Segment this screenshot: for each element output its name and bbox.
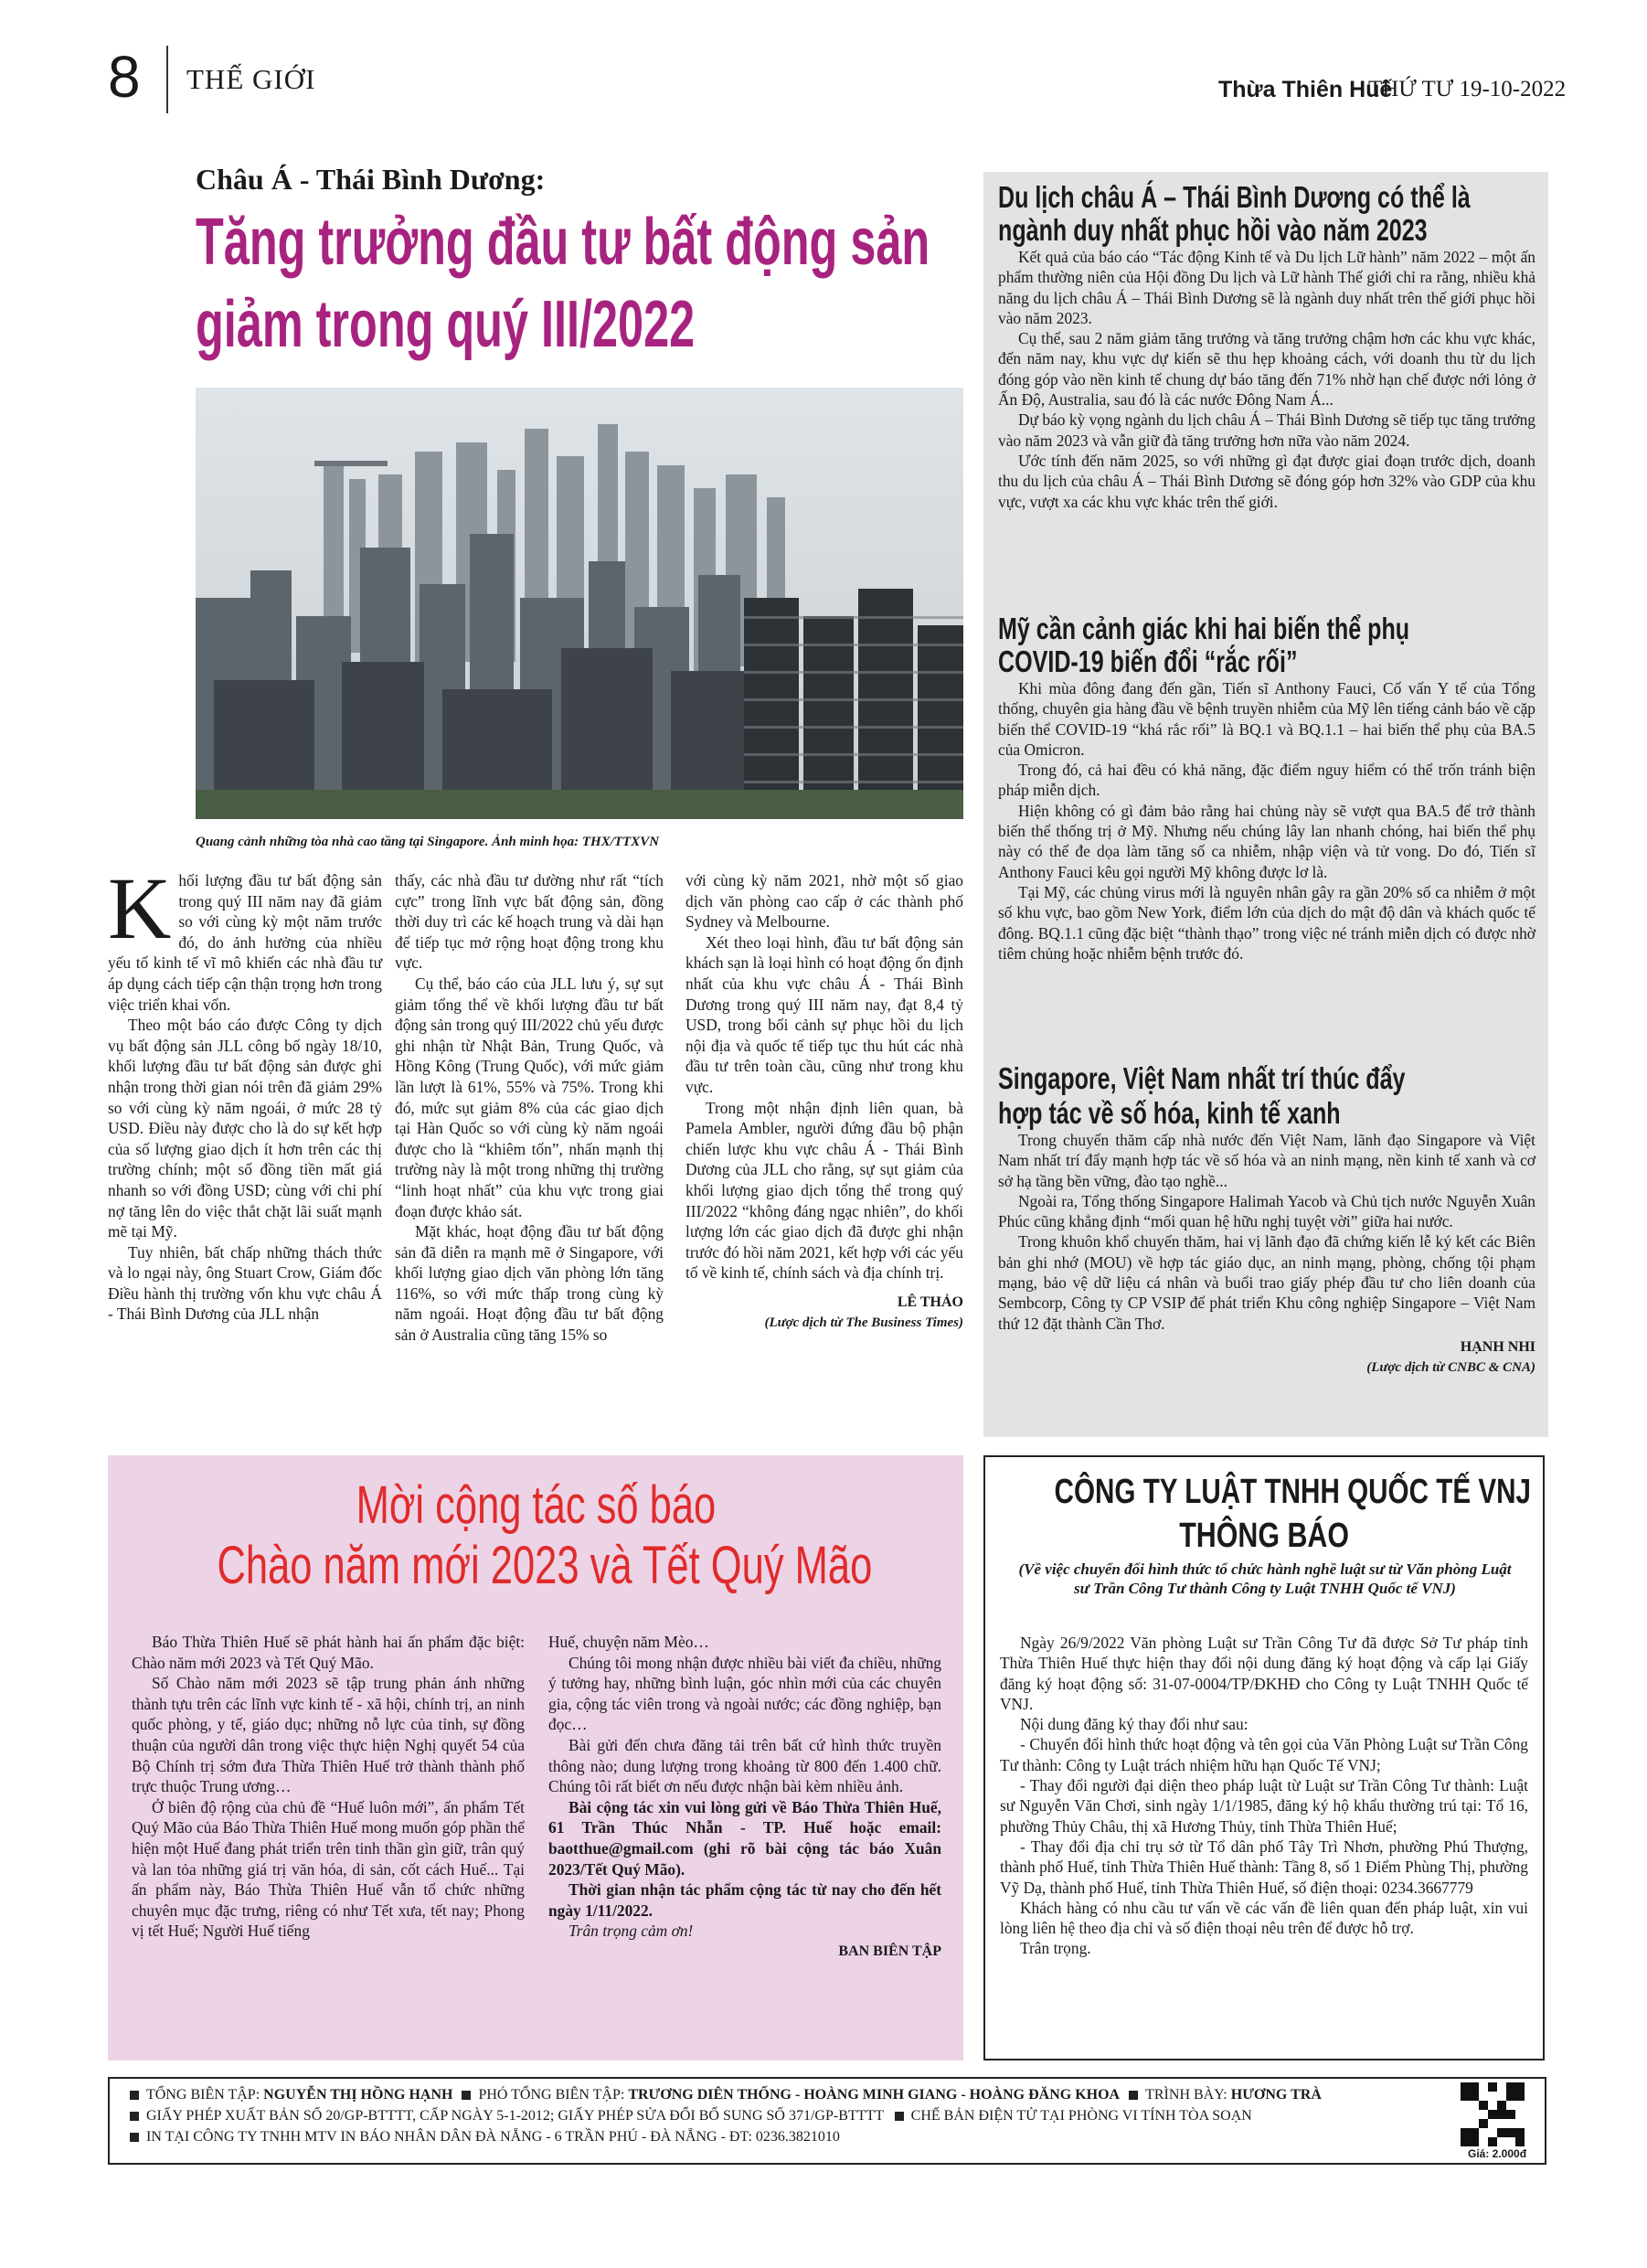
- footer-line-license: [130, 2105, 1428, 2126]
- article-paragraph: Trong một nhận định liên quan, bà Pamela Ambler, người đứng đầu bộ phận chiến lược khu vực châu Á - Thái Bình Dương của JLL cho rằng, sự sụt giảm của khối lượng giao dịch tổng thể trong quý III/2022 “không đáng ngạc nhiên”, do khối lượng lớn các giao dịch đã được ghi nhận trước đó hồi năm 2021, kết hợp với các yếu tố về kinh tế, chính sách và địa chính trị.: [685, 1098, 963, 1283]
- bullet-icon: [462, 2091, 471, 2100]
- sidebar-paragraph: Hiện không có gì đảm bảo rằng hai chủng này sẽ vượt qua BA.5 để trở thành biến thể thống trị ở Mỹ. Nhưng nếu chúng lây lan nhanh chóng, hai biến thể phụ này có thể đe dọa làm tăng số ca nhiễm, nhập viện và tử vong. Do đó, Tiến sĩ Anthony Fauci kêu gọi người Mỹ không được lơ là.: [998, 801, 1535, 881]
- notice-company-name: CÔNG TY LUẬT TNHH QUỐC TẾ VNJ: [1054, 1473, 1532, 1511]
- footer-text: [130, 2084, 1428, 2147]
- sidebar-paragraph: Trong khuôn khổ chuyến thăm, hai vị lãnh đạo đã chứng kiến lễ ký kết các Biên bản ghi nhớ (MOU) về hợp tác giáo dục, an ninh mạng, phòng, chống tội phạm mạng, bảo vệ dữ liệu cá nhân và buổi trao giấy phép đầu tư cho liên doanh của Sembcorp, Công ty CP VSIP để phát triển Khu công nghiệp Singapore – Việt Nam thứ 12 đặt thành Cần Thơ.: [998, 1232, 1535, 1333]
- sidebar-source: (Lược dịch từ CNBC & CNA): [1366, 1360, 1535, 1376]
- call-column-2: [548, 1632, 941, 1963]
- article-source: (Lược dịch từ The Business Times): [764, 1315, 963, 1331]
- notice-paragraph: Khách hàng có nhu cầu tư vấn về các vấn đề liên quan đến pháp luật, xin vui lòng liên hệ theo địa chỉ và số điện thoại nêu trên để được hỗ trợ.: [1000, 1898, 1528, 1938]
- sidebar-paragraph: Trong chuyến thăm cấp nhà nước đến Việt Nam, lãnh đạo Singapore và Việt Nam nhất trí đẩy mạnh hợp tác về số hóa và an ninh mạng, nền kinh tế xanh và cơ sở hạ tầng bền vững, đào tạo nghề...: [998, 1131, 1535, 1190]
- call-signature: BAN BIÊN TẬP: [838, 1943, 941, 1959]
- footer-line-printer: [130, 2126, 1428, 2147]
- article-column-1: [108, 859, 382, 1325]
- bullet-icon: [130, 2112, 139, 2121]
- call-paragraph: Số Chào năm mới 2023 sẽ tập trung phản ánh những thành tựu trên các lĩnh vực kinh tế - xã hội, chính trị, an ninh quốc phòng, y tế, giáo dục; những nỗ lực của tỉnh, sự đồng thuận của người dân trong việc thực hiện Nghị quyết 54 của Bộ Chính trị sớm đưa Thừa Thiên Huế trở thành thành phố trực thuộc Trung ương…: [132, 1674, 525, 1796]
- footer-value: NGUYỄN THỊ HỒNG HẠNH: [263, 2087, 453, 2103]
- sidebar-story-covid: [998, 612, 1535, 964]
- article-title-line1: Tăng trưởng đầu tư bất động sản: [196, 206, 930, 279]
- section-name: THẾ GIỚI: [186, 63, 316, 95]
- drop-cap: K: [108, 859, 172, 957]
- bullet-icon: [130, 2133, 139, 2142]
- footer-typesetting: CHẾ BẢN ĐIỆN TỬ TẠI PHÒNG VI TÍNH TÒA SOẠN: [910, 2108, 1252, 2124]
- call-submission-note: Bài cộng tác xin vui lòng gửi về Báo Thừa Thiên Huế, 61 Trần Thúc Nhẫn - TP. Huế hoặc email: baotthue@gmail.com (ghi rõ bài cộng tác báo Xuân 2023/Tết Quý Mão).: [548, 1797, 941, 1879]
- notice-paragraph: Trân trọng.: [1020, 1939, 1091, 1958]
- call-paragraph: Huế, chuyện năm Mèo…: [548, 1633, 709, 1651]
- notice-paragraph: - Thay đổi địa chỉ trụ sở từ Tổ dân phố Tây Trì Nhơn, phường Phú Thượng, thành phố Huế, tỉnh Thừa Thiên Huế thành: Tầng 8, số 1 Điểm Phùng Thị, phường Vỹ Dạ, thành phố Huế, tỉnh Thừa Thiên Huế, số điện thoại: 0234.3667779: [1000, 1837, 1528, 1897]
- paper-name: Thừa Thiên Huế: [1218, 77, 1393, 102]
- sidebar-paragraph: Ước tính đến năm 2025, so với những gì đạt được giai đoạn trước dịch, doanh thu du lịch của châu Á – Thái Bình Dương sẽ đóng góp hơn 32% vào GDP của khu vực, vượt xa các khu vực khác trên thế giới.: [998, 451, 1535, 511]
- sidebar-story-singapore: [998, 1062, 1535, 1379]
- notice-subtitle: (Về việc chuyển đổi hình thức tổ chức hành nghề luật sư từ Văn phòng Luật sư Trần Công Tư thành Công ty Luật TNHH Quốc tế VNJ): [1018, 1560, 1512, 1597]
- article-column-2: [395, 870, 664, 1346]
- article-paragraph: Cụ thể, báo cáo của JLL lưu ý, sự sụt giảm tổng thể về khối lượng đầu tư bất động sản trong quý III/2022 chủ yếu được ghi nhận từ Nhật Bản, Trung Quốc, và Hồng Kông (Trung Quốc), với mức giảm lần lượt là 61%, 55% và 75%. Trong khi đó, mức sụt giảm 8% của các giao dịch tại Hàn Quốc so với cùng kỳ năm ngoái được cho là “khiêm tốn”, nhấn mạnh thị trường này là một trong những thị trường “linh hoạt nhất” của khu vực trong giai đoạn được khảo sát.: [395, 974, 664, 1220]
- call-column-1: [132, 1632, 525, 1942]
- footer-license: GIẤY PHÉP XUẤT BẢN SỐ 20/GP-BTTTT, CẤP NGÀY 5-1-2012; GIẤY PHÉP SỬA ĐỔI BỔ SUNG SỐ 371/GP-BTTTT: [146, 2108, 884, 2124]
- bullet-icon: [895, 2112, 904, 2121]
- sidebar-story-title: Mỹ cần cảnh giác khi hai biến thể phụ: [998, 612, 1410, 645]
- call-title-line1: Mời cộng tác số báo: [356, 1475, 716, 1535]
- article-title: [196, 203, 972, 367]
- sidebar-story-title: ngành duy nhất phục hồi vào năm 2023: [998, 213, 1428, 247]
- bullet-icon: [130, 2091, 139, 2100]
- sidebar-story-title: COVID-19 biến đổi “rắc rối”: [998, 644, 1298, 678]
- footer-label: TRÌNH BÀY:: [1145, 2087, 1227, 2103]
- header-divider: [166, 46, 168, 113]
- sidebar-paragraph: Dự báo kỳ vọng ngành du lịch châu Á – Thái Bình Dương sẽ tiếp tục tăng trưởng vào năm 2023 và vẫn giữ đà tăng trưởng hơn nữa vào năm 2024.: [998, 410, 1535, 450]
- article-paragraph: với cùng kỳ năm 2021, nhờ một số giao dịch văn phòng cao cấp ở các thành phố Sydney và Melbourne.: [685, 871, 963, 932]
- article-author: LÊ THẢO: [897, 1294, 963, 1310]
- article-paragraph: Xét theo loại hình, đầu tư bất động sản khách sạn là loại hình có hoạt động ổn định nhất của khu vực châu Á - Thái Bình Dương trong quý III năm nay, đạt 8,4 tỷ USD, trong bối cảnh sự phục hồi du lịch nội địa và quốc tế tiếp tục thu hút các nhà đầu tư trên toàn cầu, cũng như trong khu vực.: [685, 932, 963, 1096]
- sidebar-paragraph: Trong đó, cả hai đều có khả năng, đặc điểm nguy hiểm có thể trốn tránh biện pháp miễn dịch.: [998, 761, 1535, 800]
- call-paragraph: Chúng tôi mong nhận được nhiều bài viết đa chiều, những ý tưởng hay, những bình luận, góc nhìn mới của các chuyên gia, cộng tác viên trong và ngoài nước; các đồng nghiệp, bạn đọc…: [548, 1653, 941, 1734]
- footer-label: PHÓ TỔNG BIÊN TẬP:: [478, 2087, 625, 2103]
- call-title: [108, 1476, 963, 1597]
- sidebar-story-title: Singapore, Việt Nam nhất trí thúc đẩy: [998, 1061, 1406, 1095]
- call-thanks: Trân trọng cảm ơn!: [568, 1922, 694, 1941]
- notice-heading: THÔNG BÁO: [1179, 1517, 1349, 1555]
- sidebar-story-title: Du lịch châu Á – Thái Bình Dương có thể là: [998, 180, 1471, 214]
- sidebar-author: HẠNH NHI: [1460, 1338, 1535, 1355]
- bullet-icon: [1129, 2091, 1138, 2100]
- sidebar-story-title: hợp tác về số hóa, kinh tế xanh: [998, 1096, 1341, 1130]
- sidebar-paragraph: Kết quả của báo cáo “Tác động Kinh tế và Du lịch Lữ hành” năm 2022 – một ấn phẩm thường niên của Hội đồng Du lịch và Lữ hành Thế giới chỉ ra rằng, nhiều khả năng du lịch châu Á – Thái Bình Dương sẽ là ngành duy nhất trên thế giới phục hồi vào năm 2023.: [998, 248, 1535, 327]
- notice-company: [987, 1472, 1541, 1512]
- article-column-3: [685, 870, 963, 1334]
- article-paragraph: Mặt khác, hoạt động đầu tư bất động sản đã diễn ra mạnh mẽ ở Singapore, với khối lượng giao dịch văn phòng lớn tăng 116%, so với mức thấp trong cùng kỳ năm ngoái. Hoạt động đầu tư bất động sản ở Australia cũng tăng 15% so: [395, 1222, 664, 1345]
- footer-value: HƯƠNG TRÀ: [1230, 2087, 1322, 2103]
- call-paragraph: Báo Thừa Thiên Huế sẽ phát hành hai ấn phẩm đặc biệt: Chào năm mới 2023 và Tết Quý Mão.: [132, 1633, 525, 1672]
- article-title-line2: giảm trong quý III/2022: [196, 288, 696, 361]
- notice-body: [1000, 1633, 1528, 1959]
- sidebar-paragraph: Tại Mỹ, các chủng virus mới là nguyên nhân gây ra gần 20% số ca nhiễm ở một số khu vực, bao gồm New York, điểm lớn của dịch do mật độ dân và khách quốc tế đông. BQ.1.1 cũng đặc biệt “thành thạo” trong việc né tránh miễn dịch có được nhờ tiêm chủng hoặc nhiễm bệnh trước đó.: [998, 882, 1535, 963]
- page-number: 8: [108, 44, 141, 110]
- article-paragraph: Theo một báo cáo được Công ty dịch vụ bất động sản JLL công bố ngày 18/10, khối lượng đầu tư bất động sản được ghi nhận trong thời gian nói trên đã giảm 29% so với cùng kỳ năm ngoái, ở mức 28 tỷ USD. Điều này được cho là do sự kết hợp của số lượng giao dịch ít hơn trên các thị trường chính; một số đồng tiền mất giá nhanh so với đồng USD; cùng với chi phí nợ tăng lên do việc thắt chặt lãi suất mạnh mẽ tại Mỹ.: [108, 1016, 382, 1241]
- notice-paragraph: Nội dung đăng ký thay đổi như sau:: [1020, 1715, 1249, 1734]
- article-kicker: Châu Á - Thái Bình Dương:: [196, 163, 546, 196]
- footer-line-editors: [130, 2084, 1428, 2105]
- sidebar-story-tourism: [998, 181, 1535, 512]
- footer-value: TRƯƠNG DIÊN THỐNG - HOÀNG MINH GIANG - HOÀNG ĐĂNG KHOA: [628, 2087, 1121, 2103]
- footer-printer: IN TẠI CÔNG TY TNHH MTV IN BÁO NHÂN DÂN ĐÀ NẴNG - 6 TRẦN PHÚ - ĐÀ NẴNG - ĐT: 0236.3821010: [146, 2129, 840, 2145]
- sidebar-paragraph: Cụ thể, sau 2 năm giảm tăng trưởng và tăng trưởng chậm hơn các khu vực khác, đến năm nay, khu vực dự kiến sẽ thu hẹp khoảng cách, với doanh thu từ du lịch đóng góp vào nền kinh tế chung dự báo tăng đến 71% nhờ hạn chế được nới lỏng ở Ấn Độ, Australia, sau đó là các nước Đông Nam Á...: [998, 329, 1535, 410]
- price: Giá: 2.000đ: [1468, 2147, 1527, 2160]
- photo-caption: Quang cảnh những tòa nhà cao tầng tại Singapore. Ảnh minh họa: THX/TTXVN: [196, 835, 660, 849]
- article-paragraph: Tuy nhiên, bất chấp những thách thức và lo ngại này, ông Stuart Crow, Giám đốc Điều hành thị trường vốn khu vực châu Á - Thái Bình Dương của JLL nhận: [108, 1242, 382, 1324]
- call-title-line2: Chào năm mới 2023 và Tết Quý Mão: [217, 1536, 873, 1595]
- call-paragraph: Bài gửi đến chưa đăng tải trên bất cứ hình thức truyền thông nào; dung lượng trong khoảng từ 800 đến 1.400 chữ. Chúng tôi rất biết ơn nếu được nhận bài kèm nhiều ảnh.: [548, 1735, 941, 1796]
- notice-paragraph: Ngày 26/9/2022 Văn phòng Luật sư Trần Công Tư đã được Sở Tư pháp tỉnh Thừa Thiên Huế thực hiện thay đổi nội dung đăng ký hoạt động và cấp lại Giấy đăng ký hoạt động số: 31-07-0004/TP/ĐKHĐ cho Công ty Luật TNHH Quốc tế VNJ.: [1000, 1634, 1528, 1713]
- issue-date: THỨ TƯ 19-10-2022: [1368, 77, 1567, 101]
- call-deadline: Thời gian nhận tác phẩm cộng tác từ nay cho đến hết ngày 1/11/2022.: [548, 1880, 941, 1920]
- notice-paragraph: - Chuyển đổi hình thức hoạt động và tên gọi của Văn Phòng Luật sư Trần Công Tư thành: Công ty Luật trách nhiệm hữu hạn Quốc Tế VNJ;: [1000, 1735, 1528, 1774]
- notice-paragraph: - Thay đổi người đại diện theo pháp luật từ Luật sư Trần Công Tư thành: Luật sư Nguyễn Văn Chơi, sinh ngày 1/1/1985, đăng ký hộ khẩu thường trú tại: Tổ 16, phường Thủy Châu, thị xã Hương Thủy, tỉnh Thừa Thiên Huế;: [1000, 1776, 1528, 1836]
- article-photo: [196, 388, 963, 819]
- qr-code-icon: [1461, 2082, 1525, 2146]
- footer-label: TỔNG BIÊN TẬP:: [146, 2087, 260, 2103]
- sidebar-paragraph: Ngoài ra, Tổng thống Singapore Halimah Yacob và Chủ tịch nước Nguyễn Xuân Phúc cũng khẳng định “mối quan hệ hữu nghị tuyệt vời” giữa hai nước.: [998, 1191, 1535, 1231]
- notice-heading-wrap: [987, 1516, 1541, 1556]
- article-paragraph: hối lượng đầu tư bất động sản trong quý III năm nay đã giảm so với cùng kỳ một năm trước đó, do ảnh hưởng của nhiều yếu tố kinh tế vĩ mô khiến các nhà đầu tư áp dụng cách tiếp cận thận trọng hơn trong việc triển khai vốn.: [108, 871, 382, 1014]
- article-paragraph: thấy, các nhà đầu tư dường như rất “tích cực” trong lĩnh vực bất động sản, đồng thời duy trì các kế hoạch trung và dài hạn để tiếp tục mở rộng hoạt động trong khu vực.: [395, 871, 664, 973]
- call-paragraph: Ở biên độ rộng của chủ đề “Huế luôn mới”, ấn phẩm Tết Quý Mão của Báo Thừa Thiên Huế mong muốn góp phần thể hiện một Huế đang phát triển trên tinh thần gìn giữ, trân quý và lan tỏa những giá trị văn hóa, di sản, cốt cách Huế... Tại ấn phẩm này, Báo Thừa Thiên Huế vẫn tổ chức những chuyên mục đặc trưng, riêng có như Tết xưa, tết nay; Phong vị tết Huế; Người Huế tiếng: [132, 1797, 525, 1941]
- sidebar-paragraph: Khi mùa đông đang đến gần, Tiến sĩ Anthony Fauci, Cố vấn Y tế của Tổng thống, chuyên gia hàng đầu về bệnh truyền nhiễm của Mỹ lên tiếng cảnh báo về cặp biến thể COVID-19 “khá rắc rối” là BQ.1 và BQ.1.1 – hai biến thể phụ của BA.5 của Omicron.: [998, 679, 1535, 759]
